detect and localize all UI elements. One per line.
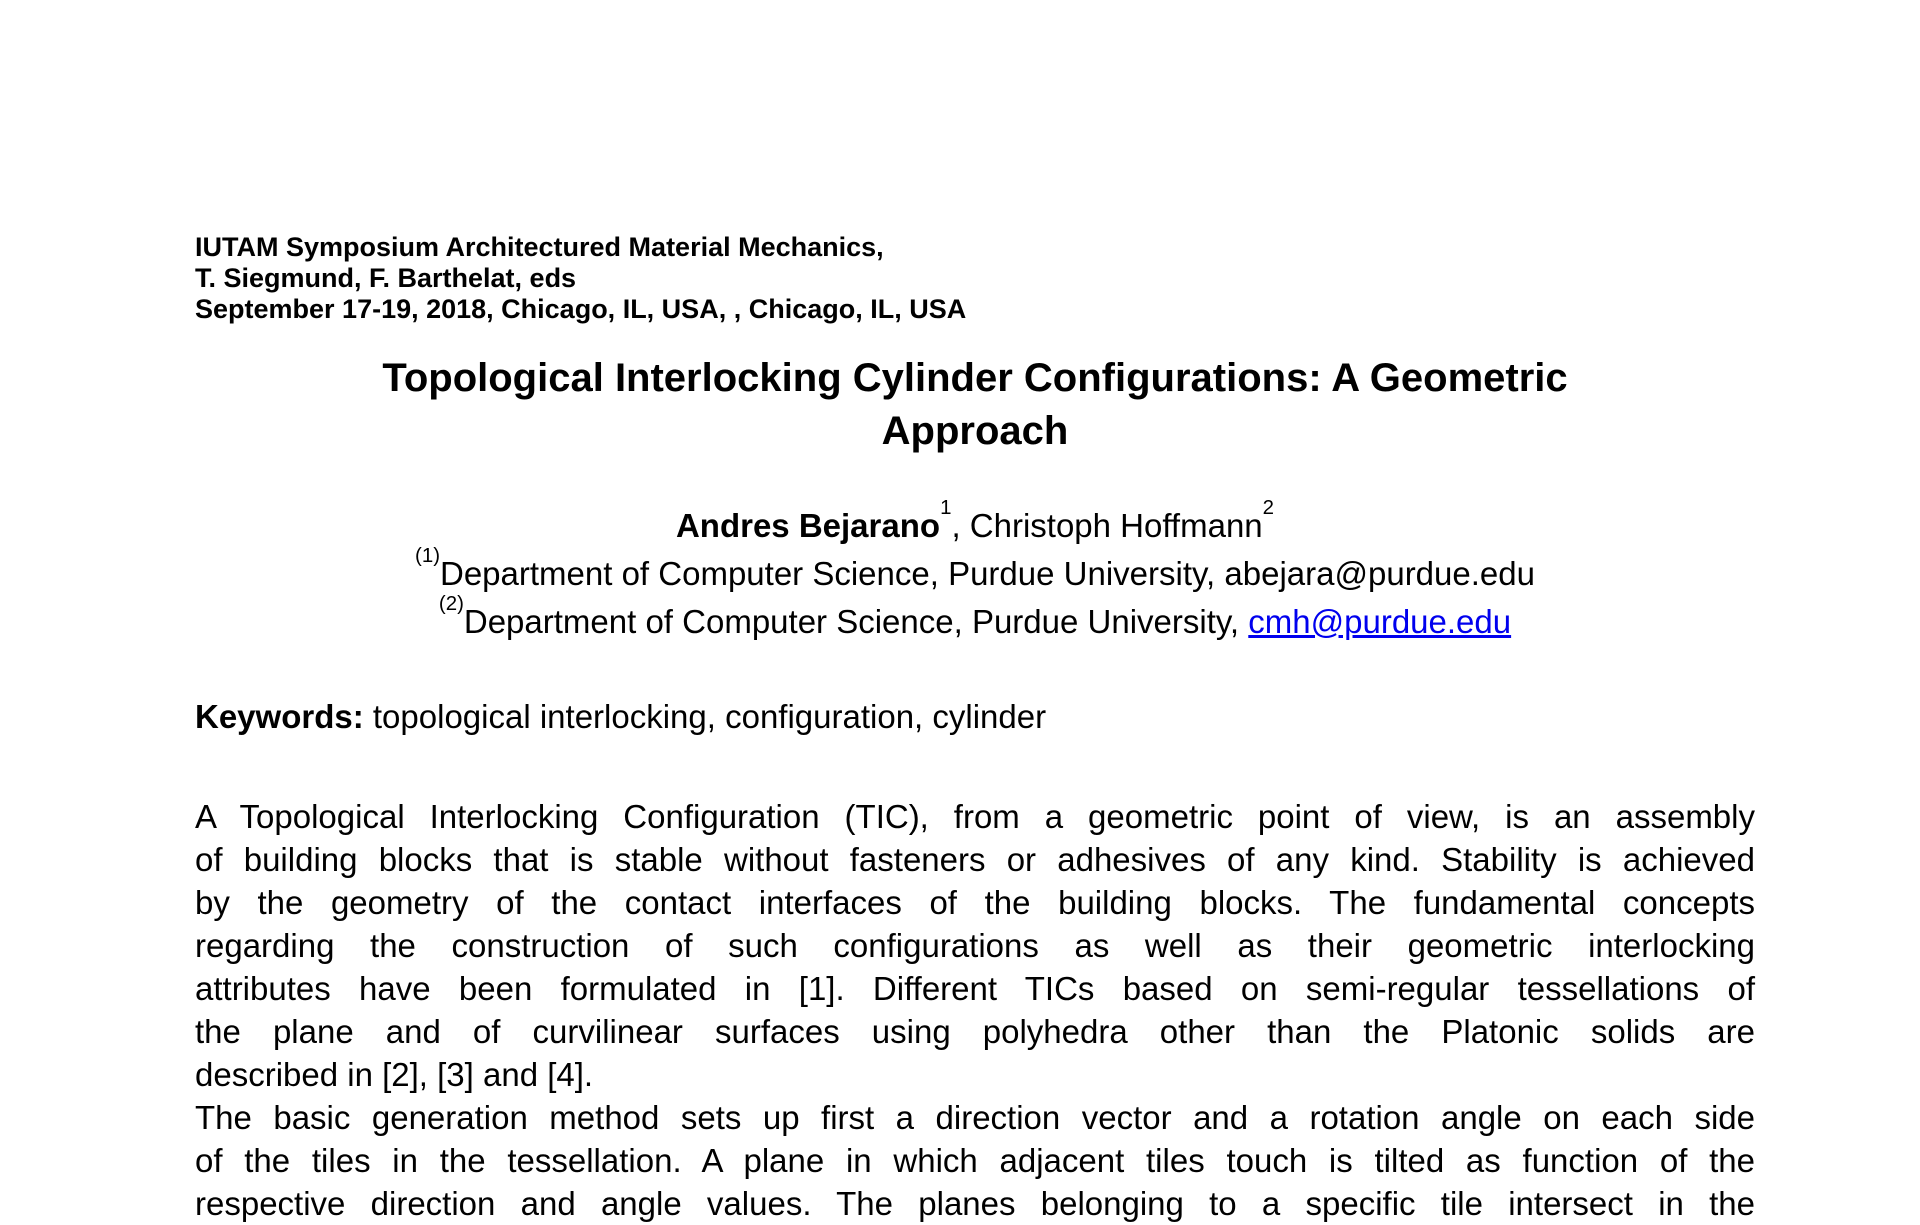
paragraph-1-line: of building blocks that is stable without fasteners or adhesives of any kind. Stability is achieved	[195, 841, 1755, 878]
abstract-body	[195, 795, 1755, 1225]
author-2-name: , Christoph Hoffmann	[951, 507, 1263, 544]
author-2-superscript: 2	[1262, 496, 1275, 520]
paragraph-1-line: the plane and of curvilinear surfaces using polyhedra other than the Platonic solids are	[195, 1013, 1755, 1050]
affiliation-1-email: abejara@purdue.edu	[1224, 555, 1535, 592]
paragraph-2-line: of the tiles in the tessellation. A plane in which adjacent tiles touch is tilted as function of the	[195, 1142, 1755, 1179]
authors-affiliations	[195, 496, 1755, 646]
paragraph-2-line: The basic generation method sets up first a direction vector and a rotation angle on each side	[195, 1099, 1755, 1136]
keywords-values: topological interlocking, configuration, cylinder	[363, 698, 1047, 735]
keywords-line	[195, 694, 1755, 739]
paper-title-line-1: Topological Interlocking Cylinder Configurations: A Geometric	[382, 356, 1568, 400]
affiliation-1	[195, 544, 1755, 598]
conference-header	[195, 232, 1755, 325]
affiliation-2-superscript: (2)	[438, 592, 464, 616]
paper-title-line-2: Approach	[881, 409, 1069, 453]
paragraph-1-line: regarding the construction of such configurations as well as their geometric interlocking	[195, 927, 1755, 964]
paragraph-1-line: A Topological Interlocking Configuration (TIC), from a geometric point of view, is an assembly	[195, 798, 1755, 835]
author-1-superscript: 1	[940, 496, 952, 520]
keywords-label: Keywords:	[195, 698, 364, 735]
author-1-name: Andres Bejarano	[675, 507, 941, 544]
affiliation-2-text: Department of Computer Science, Purdue University,	[463, 603, 1249, 640]
affiliation-1-text: Department of Computer Science, Purdue University,	[440, 555, 1225, 592]
authors-line	[195, 496, 1755, 550]
conference-header-line-2: T. Siegmund, F. Barthelat, eds	[195, 263, 577, 293]
affiliation-2	[195, 592, 1755, 646]
paragraph-1-line: attributes have been formulated in [1]. Different TICs based on semi-regular tessellations of	[195, 970, 1755, 1007]
paper-title	[195, 352, 1755, 458]
conference-header-line-3: September 17-19, 2018, Chicago, IL, USA, , Chicago, IL, USA	[195, 294, 967, 324]
affiliation-1-superscript: (1)	[415, 544, 440, 568]
paragraph-1-line: by the geometry of the contact interfaces of the building blocks. The fundamental concepts	[195, 884, 1755, 921]
conference-header-line-1: IUTAM Symposium Architectured Material Mechanics,	[195, 232, 884, 262]
paragraph-2-line: respective direction and angle values. The planes belonging to a specific tile intersect in the	[195, 1185, 1755, 1222]
paragraph-1-line: described in [2], [3] and [4].	[195, 1056, 594, 1093]
email-link[interactable]: cmh@purdue.edu	[1248, 603, 1512, 640]
